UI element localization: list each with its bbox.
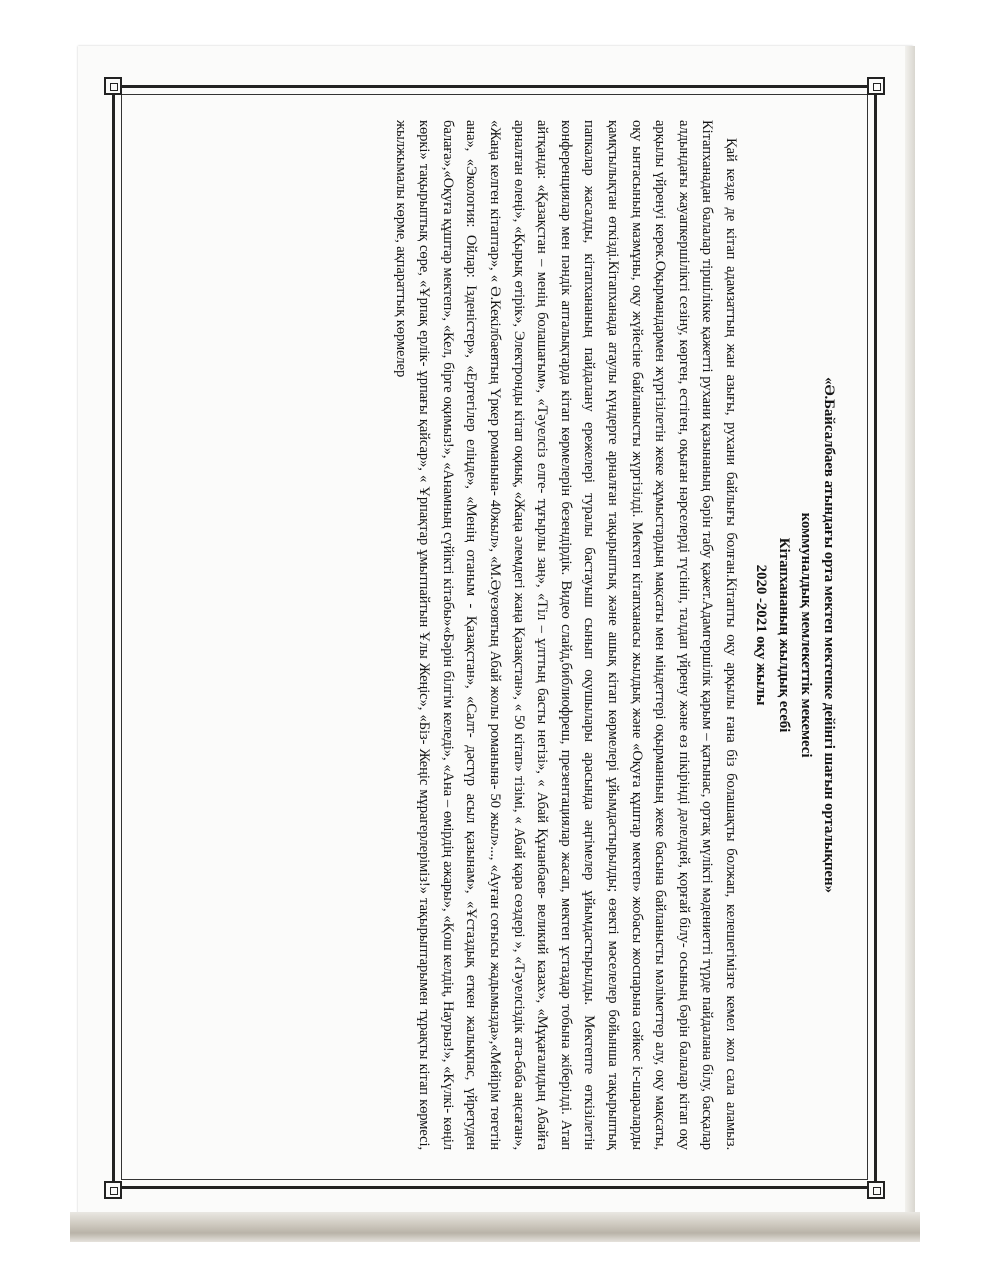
report-title: Кітапхананың жылдық есебі — [776, 537, 792, 733]
frame-corner-ornament — [867, 77, 885, 95]
document-content — [150, 120, 840, 1150]
document-header — [750, 120, 840, 1150]
school-name: «Ә.Байсалбаев атындағы орта мектеп мектепке дейінгі шағын орталықпен» — [821, 377, 837, 893]
frame-corner-ornament — [867, 1181, 885, 1199]
academic-year: 2020 -2021 оқу жылы — [753, 564, 770, 706]
document-viewport — [140, 110, 850, 1160]
frame-corner-ornament — [104, 1181, 122, 1199]
report-body: Қай кезде де кітап адамзаттың жан азығы, рухани байлығы болған.Кітапты оқу арқылы ғана біз болашақты болжап, келешегімізге кемел жол сала аламыз. Кітапханадан балалар тіршілікке қажетті рухани қазынаның бәрін табу қажет.Адамгершілік қарым – қатынас, ортақ мүлікті мәдениетті түрде пайдалана білу, басқалар алдындағы жауапкершілікті сезіну, көрген, естіген, оқыған нәрселерді түсініп, талдап үйрену және өз пікірінді дәлелдей, қорғай білу- осының бәрін балалар кітап оқу арқылы үйренуі керек.Оқырмандармен жүргізілетін жеке жұмыстардың мақсаты мен міндеттері оқырманның жеке басына байланысты мәліметтер алу, оқу мақсаты, оқу ынтасының мазмұны, оқу жүйесіне байланысты жүргізілді. Мектеп кітапханасы жылдық және «Оқуға құштар мектеп» жобасы жоспарына сәйкес іс-шараларды қамқтылықтан өткізді.Кітапханада атаулы күндерге арналған тақырыптық және ашық кітап көрмелері ұйымдастырылды; өзекті мәселелер бойынша тақырыптық папкалар жасалды, кітапхананың пайдалану ережелері туралы бастауыш сынып оқушылары арасында әңгімелер ұйымдастырылды. Мектепте өткізілетін конференциялар мен пәндік апталықтарда кітап көрмелерін безендірдік. Видео слайд,библиофреш, презентациялар жасап, мектеп ұстаздар тобына жіберілді. Атап айтқанда: «Қазақстан – менің болашағым», «Тәуелсіз елге- тұғырлы заң», «Тіл – ұлттың басты негізі», « Абай Құнанбаев- великий казах», «Мұқағалидың Абайға арналған өлеңі», «Қырық өтірік», Электронды кітап оқиық, «Жаңа әлемдегі жаңа Қазақстан», « 50 кітап» тізімі, « Абай қара сөздері », «Тәуелсіздік ата-баба аңсаған», «Жаңа келген кітаптар», « Ә.Кекілбаевтың Үркер романына- 40жыл», «М.Әуезовтың Абай жолы романына- 50 жыл»..., «Ауған соғысы жадымызда»,«Мейірім төгетін ана», «Экология: Ойлар: Ізденістер», «Ертегілер еліңде», «Менің отаным - Қазақстан», «Салт- дәстүр асыл қазынам», «Ұстаздық еткен жалықпас, үйретуден балаға»,«Оқуға құштар мектеп», «Кел, бірге оқимыз!», «Анамның сүйікті кітабы»«Бәрін білгім келеді», «Ана – өмірдің ажары», «Қош келдің, Наурыз!», «Күлкі- көңіл көркі» тақырыптық сөре, «Ұрпақ ерлік- ұрпағы қайсар», « Ұрпақтар ұмытпайтын Ұлы Жеңіс», «Біз- Жеңіс мұрагерлеріміз!» тақырыптарымен тұрақты кітап көрмесі, жылжымалы көрме, ақпараттық көрмелер — [392, 120, 739, 1150]
frame-corner-ornament — [104, 77, 122, 95]
page-bottom-edge — [70, 1212, 920, 1242]
institution-type: коммуналдық мемлекеттік мекемесі — [798, 512, 815, 758]
page-edge-shadow — [905, 46, 915, 1236]
